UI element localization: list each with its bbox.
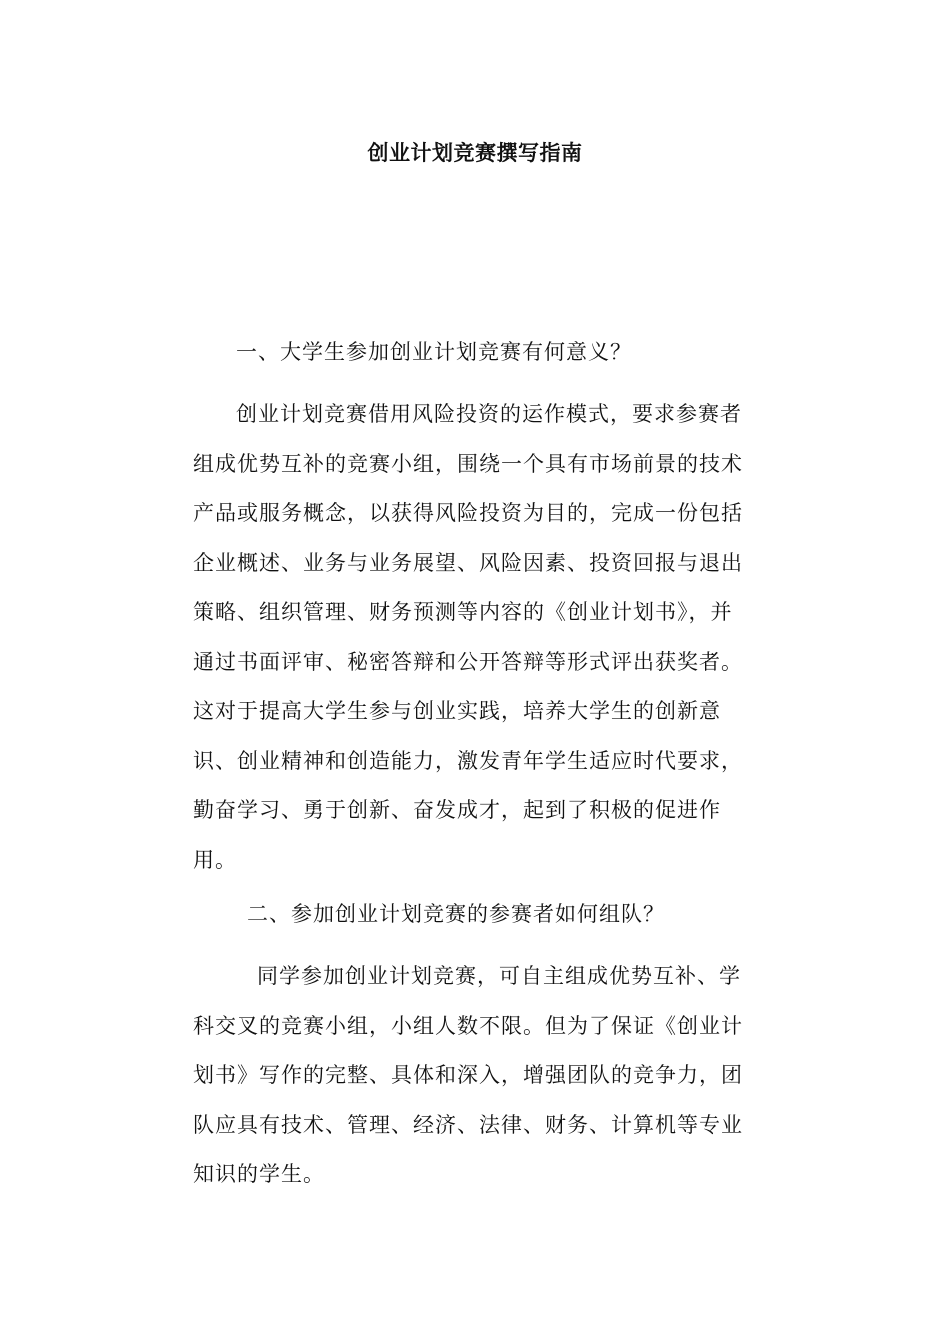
paragraph-line: 识、创业精神和创造能力，激发青年学生适应时代要求， bbox=[193, 748, 743, 773]
section-body-1 bbox=[193, 390, 753, 885]
paragraph-line: 这对于提高大学生参与创业实践，培养大学生的创新意 bbox=[193, 699, 721, 723]
paragraph-line: 产品或服务概念，以获得风险投资为目的，完成一份包括 bbox=[193, 501, 743, 525]
paragraph-line: 划书》写作的完整、具体和深入，增强团队的竞争力，团 bbox=[193, 1063, 743, 1087]
paragraph-line: 知识的学生。 bbox=[193, 1162, 325, 1186]
paragraph-line: 组成优势互补的竞赛小组，围绕一个具有市场前景的技术 bbox=[193, 451, 743, 476]
paragraph-line: 策略、组织管理、财务预测等内容的《创业计划书》，并 bbox=[193, 600, 733, 624]
section-body-2 bbox=[193, 952, 753, 1200]
document-title: 创业计划竞赛撰写指南 bbox=[367, 141, 583, 165]
section-heading-1: 一、大学生参加创业计划竞赛有何意义？ bbox=[236, 340, 632, 364]
paragraph-line: 创业计划竞赛借用风险投资的运作模式，要求参赛者 bbox=[236, 402, 742, 426]
paragraph-line: 科交叉的竞赛小组，小组人数不限。但为了保证《创业计 bbox=[193, 1013, 743, 1038]
paragraph-line: 企业概述、业务与业务展望、风险因素、投资回报与退出 bbox=[193, 550, 743, 575]
paragraph-line: 同学参加创业计划竞赛，可自主组成优势互补、学 bbox=[257, 964, 741, 988]
section-heading-2: 二、参加创业计划竞赛的参赛者如何组队？ bbox=[247, 902, 665, 926]
paragraph-line: 用。 bbox=[193, 847, 237, 872]
paragraph-line: 通过书面评审、秘密答辩和公开答辩等形式评出获奖者。 bbox=[193, 649, 743, 674]
paragraph-line: 队应具有技术、管理、经济、法律、财务、计算机等专业 bbox=[193, 1112, 743, 1137]
paragraph-line: 勤奋学习、勇于创新、奋发成才，起到了积极的促进作 bbox=[193, 798, 721, 822]
